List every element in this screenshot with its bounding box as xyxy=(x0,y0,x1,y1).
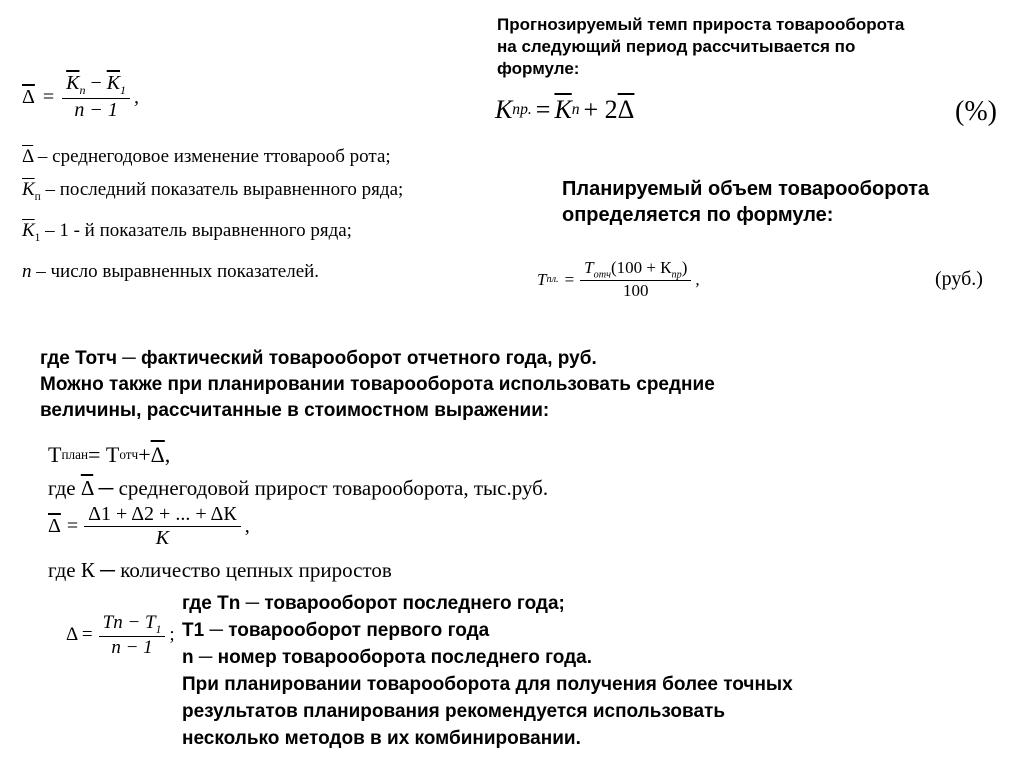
definitions-list xyxy=(22,140,403,288)
middle-text-line: где Тотч ─ фактический товарооборот отчетного года, руб. xyxy=(40,348,597,369)
formula-punctuation: , xyxy=(134,85,139,108)
delta-symbol: $\overline{\Delta}$ xyxy=(150,442,165,467)
formula-subscript: 1 xyxy=(155,623,162,636)
fraction-denominator: n − 1 xyxy=(111,636,153,658)
bottom-delta-formula xyxy=(66,612,175,659)
fraction xyxy=(99,612,166,659)
chain-count-definition: где К ─ количество цепных приростов xyxy=(48,558,392,582)
bottom-text-block xyxy=(182,590,793,752)
bottom-text-line: При планировании товарооборота для получения более точных xyxy=(182,674,793,695)
middle-text-line: величины, рассчитанные в стоимостном выражении: xyxy=(40,400,550,421)
fraction xyxy=(84,503,241,550)
plan-volume-title-line: Планируемый объем товарооборота xyxy=(562,178,930,200)
formula-symbol: Т xyxy=(48,442,62,467)
definition-symbol: К xyxy=(22,179,35,200)
definition-text: – число выравненных показателей. xyxy=(31,260,320,282)
formula-punctuation: ; xyxy=(169,624,175,646)
formula-operator: − xyxy=(90,72,102,94)
definition-symbol: n xyxy=(22,260,32,282)
formula-operator: = xyxy=(535,95,551,124)
formula-subscript: 1 xyxy=(120,83,126,97)
middle-text-block xyxy=(40,346,715,424)
formula-subscript: отч xyxy=(593,269,611,281)
formula-punctuation: , xyxy=(244,515,250,537)
definition-text: – среднегодовое изменение ттоварооб рота; xyxy=(33,146,391,167)
delta-symbol: $\overline{\Delta}$ xyxy=(48,515,61,537)
definition-prefix: где xyxy=(48,476,81,500)
formula-operator: + xyxy=(138,442,151,467)
definition-symbol: К xyxy=(22,219,35,241)
delta-symbol: $\overline{\Delta}$ xyxy=(80,476,94,500)
forecast-text-line: Прогнозируемый темп прироста товарооборота xyxy=(497,15,905,34)
formula-subscript: п xyxy=(79,83,86,97)
formula-symbol: К xyxy=(66,72,80,94)
formula-symbol: К xyxy=(495,95,513,124)
formula-operator: = xyxy=(42,85,55,108)
growth-definition xyxy=(48,476,548,501)
definition-subscript: п xyxy=(34,190,41,203)
fraction xyxy=(580,258,691,301)
formula-operator: = Т xyxy=(88,442,120,467)
forecast-text-block xyxy=(497,14,904,80)
formula-subscript: пл. xyxy=(546,274,559,286)
plan-formula xyxy=(48,442,170,468)
formula-subscript: отч xyxy=(119,447,139,462)
fraction-numerator: Tn − T xyxy=(102,612,156,633)
definition-text: – 1 - й показатель выравненного ряда; xyxy=(40,219,352,241)
formula-symbol: Т xyxy=(537,269,547,289)
formula-punctuation: , xyxy=(164,442,171,467)
rub-unit: (руб.) xyxy=(935,268,983,290)
plan-volume-formula xyxy=(537,258,700,301)
formula-symbol: К xyxy=(106,72,120,94)
percent-unit: (%) xyxy=(955,96,997,127)
definition-item xyxy=(22,173,403,214)
definition-item xyxy=(22,214,403,255)
fraction-numerator: Δ1 + Δ2 + ... + ΔК xyxy=(84,503,241,527)
formula-text: (100 + К xyxy=(610,258,672,277)
plan-volume-title xyxy=(562,176,929,228)
plan-volume-title-line: определяется по формуле: xyxy=(562,204,834,226)
average-growth-formula xyxy=(48,503,250,550)
definition-symbol: $\overline{\Delta}$ xyxy=(22,146,34,167)
fraction-denominator: 100 xyxy=(623,281,649,301)
definition-text: – последний показатель выравненного ряда; xyxy=(40,179,404,200)
delta-symbol: $\overline{\Delta}$ xyxy=(617,95,635,124)
formula-subscript: пр xyxy=(671,269,682,281)
formula-subscript: пр. xyxy=(512,101,532,118)
formula-operator: = xyxy=(564,269,575,289)
formula-operator: + 2 xyxy=(583,95,618,124)
definition-item xyxy=(22,140,403,173)
forecast-text-line: на следующий период рассчитывается по xyxy=(497,37,856,56)
bottom-text-line: несколько методов в их комбинировании. xyxy=(182,728,581,749)
bottom-text-line: n ─ номер товарооборота последнего года. xyxy=(182,647,593,668)
fraction xyxy=(62,72,130,122)
definition-item xyxy=(22,255,403,288)
bottom-text-line: где Tn ─ товарооборот последнего года; xyxy=(182,593,565,614)
formula-text: ) xyxy=(681,258,688,277)
forecast-formula xyxy=(495,95,634,125)
formula-subscript: п xyxy=(571,101,580,118)
formula-punctuation: , xyxy=(695,269,700,289)
forecast-text-line: формуле: xyxy=(497,59,580,78)
definition-text: ─ среднегодовой прирост товарооборота, тыс.руб. xyxy=(93,476,549,500)
formula-operator: = xyxy=(66,515,79,537)
bottom-text-line: Т1 ─ товарооборот первого года xyxy=(182,620,490,641)
definition-subscript: 1 xyxy=(34,231,41,244)
formula-symbol: К xyxy=(554,95,572,124)
formula-subscript: план xyxy=(61,447,89,462)
delta-symbol: $\overline{\Delta}$ xyxy=(22,85,35,108)
formula-symbol: Т xyxy=(584,258,594,277)
fraction-denominator: n − 1 xyxy=(74,99,118,121)
formula-lhs: Δ = xyxy=(66,624,93,646)
middle-text-line: Можно также при планировании товарооборота использовать средние xyxy=(40,374,715,395)
bottom-text-line: результатов планирования рекомендуется использовать xyxy=(182,701,725,722)
fraction-denominator: К xyxy=(155,527,170,549)
delta-formula xyxy=(22,72,139,122)
